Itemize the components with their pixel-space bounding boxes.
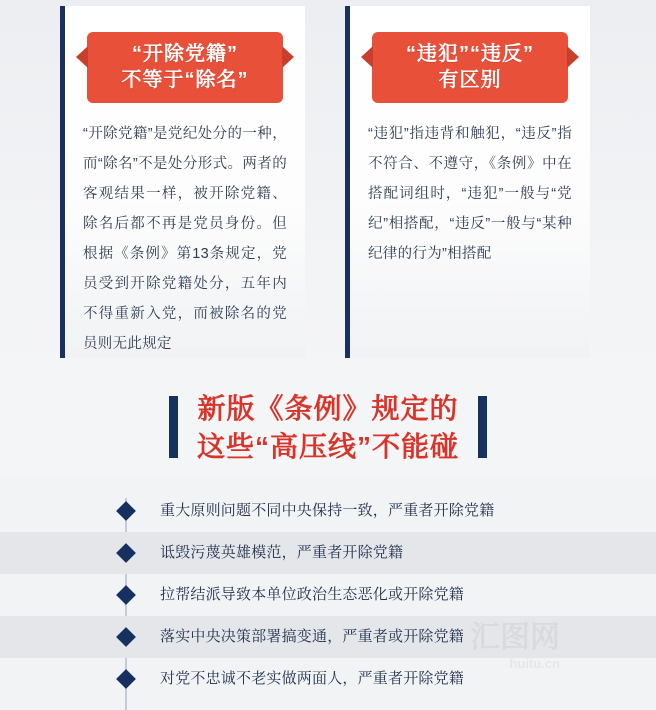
watermark-secondary-sub: huitu.cn — [509, 656, 560, 671]
card-title-line-1: “违犯”“违反” — [406, 43, 534, 65]
card-body-text: “违犯”指违背和触犯，“违反”指不符合、不遵守，《条例》中在搭配词组时，“违犯”一般与“党纪”相搭配，“违反”一般与“某种纪律的行为”相搭配 — [368, 126, 572, 262]
diamond-bullet-icon — [116, 669, 136, 689]
diamond-bullet-icon — [116, 627, 136, 647]
heading-bar-left-icon — [169, 396, 178, 458]
list-item-label: 诋毁污蔑英雄模范，严重者开除党籍 — [160, 544, 404, 561]
list-item — [0, 532, 656, 574]
heading-inner — [169, 390, 487, 466]
card-title-line-2: 有区别 — [438, 69, 502, 91]
card-title-ribbon — [87, 32, 283, 103]
list-item — [0, 490, 656, 532]
list-item-label: 对党不忠诚不老实做两面人，严重者开除党籍 — [160, 670, 465, 687]
section-heading — [0, 372, 656, 476]
heading-line-1: 新版《条例》规定的 — [197, 393, 459, 424]
list-item-label: 拉帮结派导致本单位政治生态恶化或开除党籍 — [160, 586, 465, 603]
diamond-bullet-icon — [116, 501, 136, 521]
list-item — [0, 658, 656, 700]
diamond-bullet-icon — [116, 585, 136, 605]
card-title-line-2: 不等于“除名” — [121, 69, 249, 91]
high-voltage-list — [0, 490, 656, 710]
card-body-text: “开除党籍”是党纪处分的一种，而“除名”不是处分形式。两者的客观结果一样，被开除党籍、除名后都不再是党员身份。但根据《条例》第13条规定，党员受到开除党籍处分，五年内不得重新入党，而被除名的党员则无此规定 — [83, 126, 287, 352]
card-weifan-vs-weifan — [345, 6, 590, 358]
diamond-bullet-icon — [116, 543, 136, 563]
card-title-line-1: “开除党籍” — [132, 43, 238, 65]
list-item — [0, 574, 656, 616]
card-title-ribbon — [372, 32, 568, 103]
card-expulsion-vs-removal — [60, 6, 305, 358]
heading-line-2: 这些“高压线”不能碰 — [196, 431, 459, 462]
list-item-label: 落实中央决策部署搞变通，严重者或开除党籍 — [160, 628, 465, 645]
list-item — [0, 616, 656, 658]
heading-bar-right-icon — [478, 396, 487, 458]
list-item-label: 重大原则问题不同中央保持一致，严重者开除党籍 — [160, 502, 495, 519]
